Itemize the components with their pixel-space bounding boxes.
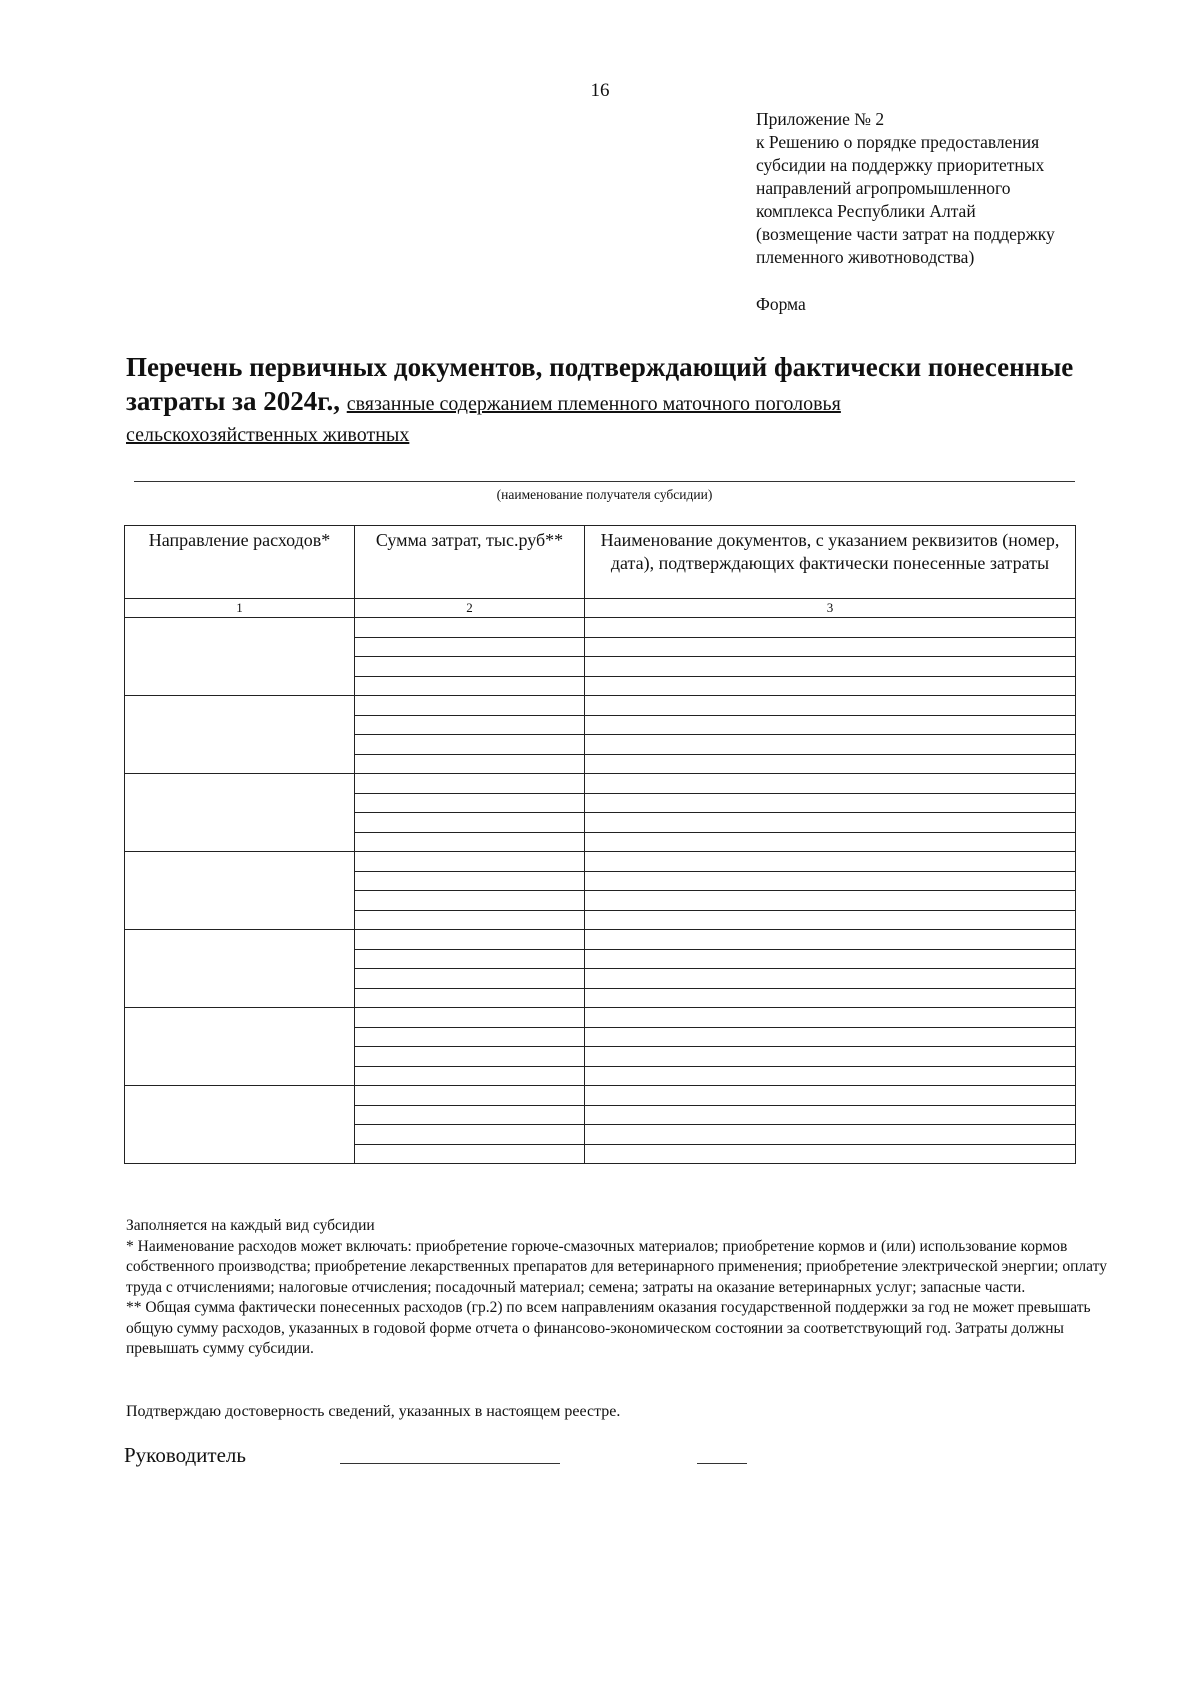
document-details-cell[interactable] (585, 793, 1076, 813)
expense-direction-cell[interactable] (125, 1086, 355, 1164)
document-details-cell[interactable] (585, 1008, 1076, 1028)
appendix-line: к Решению о порядке предоставления (756, 132, 1040, 152)
document-details-cell[interactable] (585, 988, 1076, 1008)
expense-sum-cell[interactable] (355, 793, 585, 813)
document-details-cell[interactable] (585, 949, 1076, 969)
documents-table (124, 525, 1076, 1164)
title-bold-part: затраты за 2024г., (126, 386, 340, 416)
expense-sum-cell[interactable] (355, 735, 585, 755)
name-line[interactable] (697, 1463, 747, 1464)
expense-sum-cell[interactable] (355, 696, 585, 716)
appendix-line: направлений агропромышленного (756, 178, 1011, 198)
note-line: Заполняется на каждый вид субсидии (126, 1217, 375, 1234)
column-number-row (125, 599, 1076, 618)
title-line-1: Перечень первичных документов, подтверждающий фактически понесенные (126, 352, 1074, 382)
document-details-cell[interactable] (585, 852, 1076, 872)
column-number: 3 (585, 599, 1076, 618)
expense-direction-cell[interactable] (125, 618, 355, 696)
table-row (125, 930, 1076, 950)
document-details-cell[interactable] (585, 754, 1076, 774)
expense-sum-cell[interactable] (355, 637, 585, 657)
document-details-cell[interactable] (585, 1086, 1076, 1106)
document-details-cell[interactable] (585, 1027, 1076, 1047)
column-number: 2 (355, 599, 585, 618)
table-body (125, 618, 1076, 1164)
document-details-cell[interactable] (585, 696, 1076, 716)
header-expense-sum: Сумма затрат, тыс.руб** (355, 526, 585, 599)
expense-sum-cell[interactable] (355, 676, 585, 696)
expense-sum-cell[interactable] (355, 891, 585, 911)
column-number: 1 (125, 599, 355, 618)
signature-line[interactable] (340, 1463, 560, 1464)
appendix-line: субсидии на поддержку приоритетных (756, 155, 1045, 175)
expense-sum-cell[interactable] (355, 1047, 585, 1067)
expense-sum-cell[interactable] (355, 1144, 585, 1164)
expense-sum-cell[interactable] (355, 715, 585, 735)
signature-label: Руководитель (124, 1443, 246, 1467)
footnotes (126, 1216, 1116, 1360)
document-details-cell[interactable] (585, 910, 1076, 930)
page-number: 16 (590, 80, 610, 101)
expense-sum-cell[interactable] (355, 871, 585, 891)
table-row (125, 852, 1076, 872)
expense-sum-cell[interactable] (355, 657, 585, 677)
appendix-line: племенного животноводства) (756, 247, 975, 267)
document-details-cell[interactable] (585, 832, 1076, 852)
appendix-block (756, 108, 1176, 269)
table-header-row (125, 526, 1076, 599)
expense-sum-cell[interactable] (355, 949, 585, 969)
document-details-cell[interactable] (585, 1066, 1076, 1086)
title-line-2 (126, 384, 1126, 421)
expense-sum-cell[interactable] (355, 1066, 585, 1086)
table-row (125, 618, 1076, 638)
document-details-cell[interactable] (585, 930, 1076, 950)
note-line: ** Общая сумма фактически понесенных расходов (гр.2) по всем направлениям оказания государственной поддержки за год не может превышать общую сумму расходов, указанных в годовой форме отчета о финансово-экономическом состоянии за соответствующий год. Затраты должны превышать сумму субсидии. (126, 1299, 1091, 1357)
table-row (125, 696, 1076, 716)
note-line: * Наименование расходов может включать: приобретение горюче-смазочных материалов; приобретение кормов и (или) использование кормов собственного производства; приобретение лекарственных препаратов для ветеринарного применения; приобретение электрической энергии; оплату труда с отчислениями; налоговые отчисления; посадочный материал; семена; затраты на оказание ветеринарных услуг; запасные части. (126, 1237, 1107, 1296)
appendix-line: комплекса Республики Алтай (756, 201, 976, 221)
recipient-name-line[interactable] (134, 481, 1075, 482)
document-details-cell[interactable] (585, 1144, 1076, 1164)
appendix-line: Приложение № 2 (756, 109, 885, 129)
expense-sum-cell[interactable] (355, 832, 585, 852)
expense-sum-cell[interactable] (355, 988, 585, 1008)
header-documents: Наименование документов, с указанием реквизитов (номер, дата), подтверждающих фактически понесенные затраты (585, 526, 1076, 599)
expense-sum-cell[interactable] (355, 910, 585, 930)
document-details-cell[interactable] (585, 618, 1076, 638)
document-details-cell[interactable] (585, 657, 1076, 677)
recipient-caption: (наименование получателя субсидии) (496, 487, 713, 502)
expense-sum-cell[interactable] (355, 852, 585, 872)
document-details-cell[interactable] (585, 774, 1076, 794)
expense-sum-cell[interactable] (355, 774, 585, 794)
expense-direction-cell[interactable] (125, 852, 355, 930)
document-title (126, 350, 1126, 449)
expense-sum-cell[interactable] (355, 813, 585, 833)
header-expense-direction: Направление расходов* (125, 526, 355, 599)
document-details-cell[interactable] (585, 637, 1076, 657)
document-details-cell[interactable] (585, 871, 1076, 891)
expense-sum-cell[interactable] (355, 754, 585, 774)
expense-direction-cell[interactable] (125, 1008, 355, 1086)
table-row (125, 1086, 1076, 1106)
expense-sum-cell[interactable] (355, 969, 585, 989)
confirmation-text: Подтверждаю достоверность сведений, указанных в настоящем реестре. (126, 1403, 621, 1420)
expense-direction-cell[interactable] (125, 774, 355, 852)
document-details-cell[interactable] (585, 735, 1076, 755)
expense-sum-cell[interactable] (355, 1008, 585, 1028)
document-details-cell[interactable] (585, 1125, 1076, 1145)
expense-direction-cell[interactable] (125, 696, 355, 774)
expense-sum-cell[interactable] (355, 1125, 585, 1145)
expense-sum-cell[interactable] (355, 1105, 585, 1125)
document-details-cell[interactable] (585, 969, 1076, 989)
document-details-cell[interactable] (585, 715, 1076, 735)
table-row (125, 774, 1076, 794)
appendix-line: (возмещение части затрат на поддержку (756, 224, 1055, 244)
document-details-cell[interactable] (585, 1105, 1076, 1125)
form-label: Форма (756, 294, 806, 314)
document-details-cell[interactable] (585, 676, 1076, 696)
document-details-cell[interactable] (585, 813, 1076, 833)
expense-sum-cell[interactable] (355, 930, 585, 950)
expense-direction-cell[interactable] (125, 930, 355, 1008)
title-underlined-part: связанные содержанием племенного маточного поголовья (346, 393, 841, 415)
expense-sum-cell[interactable] (355, 1027, 585, 1047)
title-line-3: сельскохозяйственных животных (126, 424, 410, 446)
document-details-cell[interactable] (585, 891, 1076, 911)
expense-sum-cell[interactable] (355, 618, 585, 638)
expense-sum-cell[interactable] (355, 1086, 585, 1106)
document-details-cell[interactable] (585, 1047, 1076, 1067)
table-row (125, 1008, 1076, 1028)
